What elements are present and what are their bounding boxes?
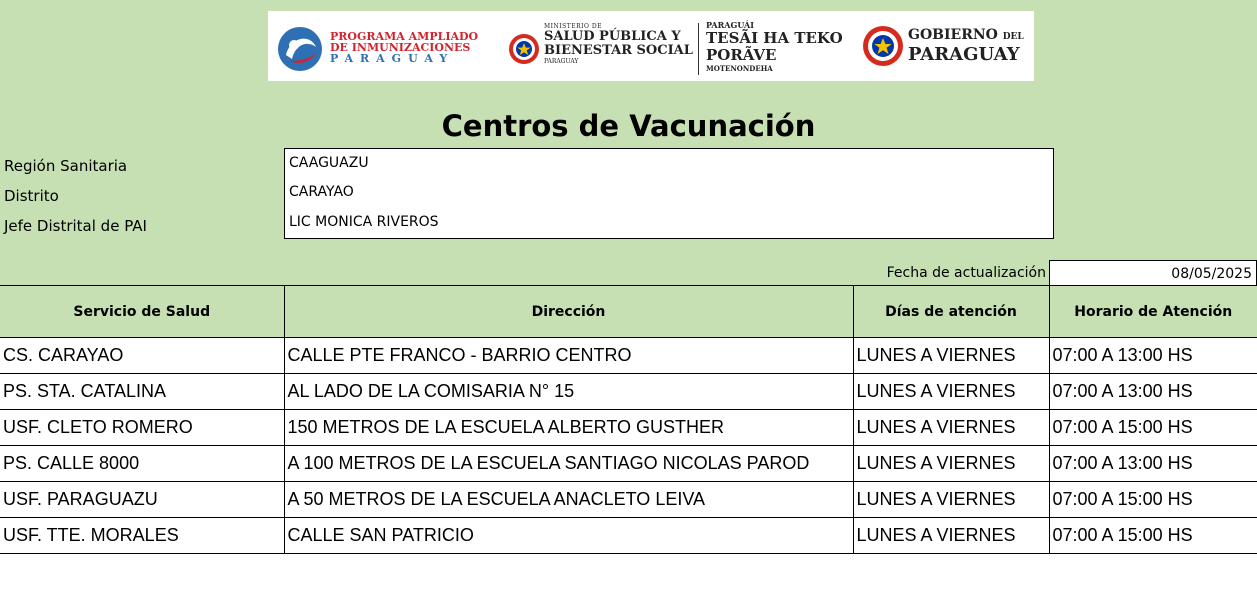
district-label: Distrito [4,187,59,205]
vaccination-centers-table [0,285,1257,554]
table-row [0,338,1257,374]
header-address: Dirección [284,286,853,338]
region-label: Región Sanitaria [4,157,128,175]
pai-logo [270,11,480,81]
logo-divider [698,23,699,75]
table-header-row [0,286,1257,338]
ministry-wordmark: MINISTERIO DE SALUD PÚBLICA Y BIENESTAR SOCIAL PARAGUAY [544,23,693,65]
cell-service[interactable]: USF. PARAGUAZU [0,482,284,518]
pai-emblem-icon [276,25,324,73]
table-row [0,410,1257,446]
gobierno-logo [862,11,1034,81]
cell-address[interactable]: A 100 METROS DE LA ESCUELA SANTIAGO NICOLAS PAROD [284,446,853,482]
logo-banner [268,11,1034,81]
table-row [0,374,1257,410]
cell-days[interactable]: LUNES A VIERNES [853,446,1049,482]
cell-days[interactable]: LUNES A VIERNES [853,482,1049,518]
cell-service[interactable]: CS. CARAYAO [0,338,284,374]
table-row [0,446,1257,482]
cell-hours[interactable]: 07:00 A 15:00 HS [1049,410,1257,446]
cell-address[interactable]: AL LADO DE LA COMISARIA N° 15 [284,374,853,410]
pai-wordmark: PROGRAMA AMPLIADO DE INMUNIZACIONES PARAGUAY [330,30,479,65]
cell-hours[interactable]: 07:00 A 15:00 HS [1049,518,1257,554]
cell-address[interactable]: 150 METROS DE LA ESCUELA ALBERTO GUSTHER [284,410,853,446]
cell-days[interactable]: LUNES A VIERNES [853,410,1049,446]
cell-hours[interactable]: 07:00 A 15:00 HS [1049,482,1257,518]
paraguay-seal-icon [508,33,540,65]
chief-label: Jefe Distrital de PAI [4,217,147,235]
chief-value[interactable]: LIC MONICA RIVEROS [284,208,1054,239]
cell-service[interactable]: PS. CALLE 8000 [0,446,284,482]
cell-service[interactable]: USF. TTE. MORALES [0,518,284,554]
table-row [0,518,1257,554]
cell-days[interactable]: LUNES A VIERNES [853,518,1049,554]
update-date-value[interactable]: 08/05/2025 [1049,260,1257,286]
cell-days[interactable]: LUNES A VIERNES [853,374,1049,410]
tesai-logo [706,11,846,81]
gobierno-wordmark: GOBIERNO DEL PARAGUAY [908,27,1024,65]
cell-hours[interactable]: 07:00 A 13:00 HS [1049,446,1257,482]
region-value[interactable]: CAAGUAZU [284,148,1054,179]
cell-address[interactable]: A 50 METROS DE LA ESCUELA ANACLETO LEIVA [284,482,853,518]
cell-days[interactable]: LUNES A VIERNES [853,338,1049,374]
cell-hours[interactable]: 07:00 A 13:00 HS [1049,374,1257,410]
page-title: Centros de Vacunación [441,109,816,143]
cell-service[interactable]: USF. CLETO ROMERO [0,410,284,446]
cell-hours[interactable]: 07:00 A 13:00 HS [1049,338,1257,374]
ministry-logo [508,11,693,81]
header-service: Servicio de Salud [0,286,284,338]
header-hours: Horario de Atención [1049,286,1257,338]
cell-address[interactable]: CALLE SAN PATRICIO [284,518,853,554]
update-date-label: Fecha de actualización [886,265,1046,281]
tesai-wordmark: PARAGUÁI TESÃI HA TEKO PORÃVE MOTENONDEHA [706,20,843,73]
gobierno-seal-icon [862,25,904,67]
table-row [0,482,1257,518]
header-days: Días de atención [853,286,1049,338]
district-value[interactable]: CARAYAO [284,178,1054,209]
cell-address[interactable]: CALLE PTE FRANCO - BARRIO CENTRO [284,338,853,374]
cell-service[interactable]: PS. STA. CATALINA [0,374,284,410]
